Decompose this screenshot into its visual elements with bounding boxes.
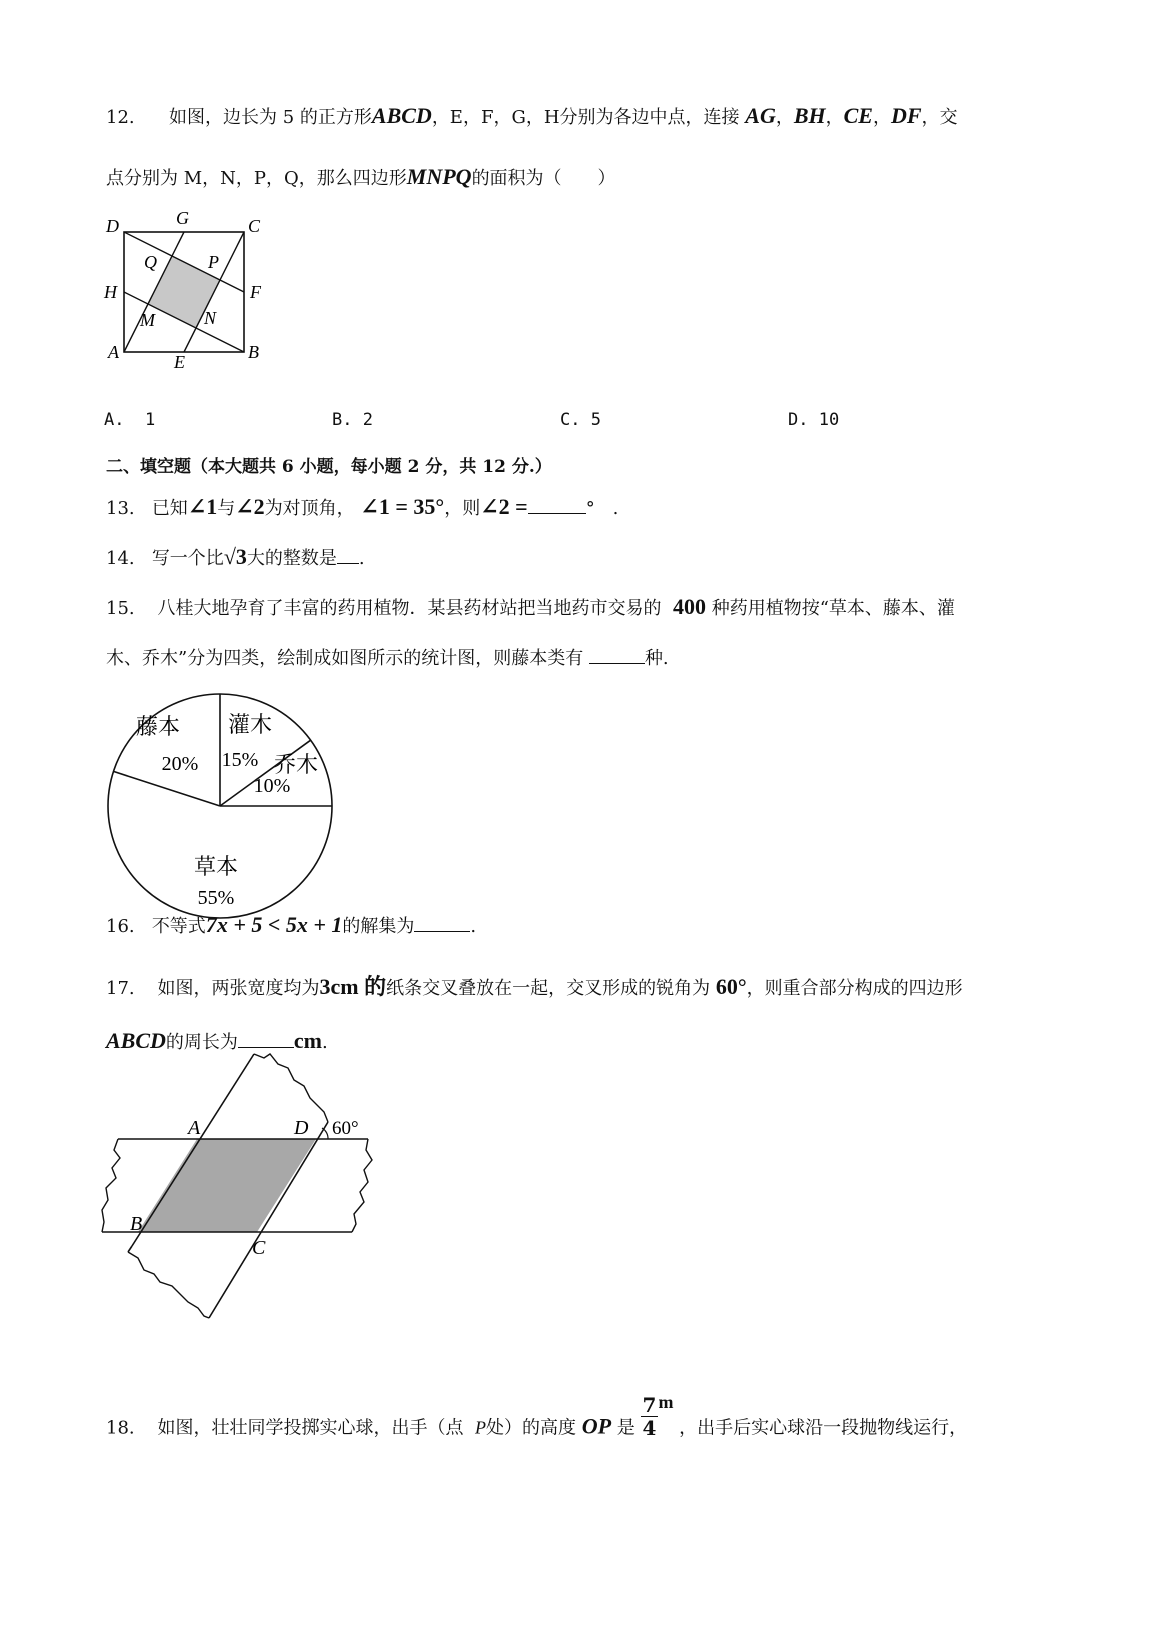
q13-equation: ∠1 = 35° [360,494,445,519]
q15-t1: 八桂大地孕育了丰富的药用植物．某县药材站把当地药市交易的 [157,598,662,619]
label-m: M [140,310,155,330]
strip2-left-edge-lower [128,1246,132,1252]
q18-t4: ，出手后实心球沿一段抛物线运行， [679,1417,968,1439]
pie-value-tengben: 20% [161,753,199,775]
q12-text1: 如图，边长为 5 的正方形 [168,107,372,128]
q14-t3: . [358,548,365,569]
q18-t2: 处）的高度 [485,1417,576,1439]
q16-line [106,912,476,938]
option-b-value: 2 [362,410,373,430]
q17-t2: 纸条交叉叠放在一起，交叉形成的锐角为 [386,978,711,999]
q18-op: OP [581,1413,612,1439]
q17-number: 17. [106,978,135,999]
q18-line [106,1391,968,1451]
q12-sep1: ， [775,107,794,128]
label-a: A [188,1117,201,1139]
q12-text3: ，交 [921,107,958,128]
q12-text4: 点分别为 M，N，P，Q，那么四边形 [106,168,407,189]
q17-abcd: ABCD [106,1028,166,1053]
q17-t1: 如图，两张宽度均为 [157,978,320,999]
q15-count: 400 [672,594,706,619]
label-b: B [248,342,259,362]
q14-t1: 写一个比 [151,548,224,569]
q12-line2 [106,164,616,190]
q15-number: 15. [106,598,135,619]
q18-point-p: P [474,1417,486,1438]
q12-number: 12. [106,107,135,128]
option-c-value: 5 [590,410,601,430]
pie-value-qiaomu: 10% [253,775,291,797]
q16-number: 16. [106,916,135,937]
q13-t4: ，则 [444,498,481,519]
q16-t3: . [470,916,477,937]
q12-option-a[interactable] [104,410,155,430]
q12-text5: 的面积为（ ） [471,168,616,189]
label-b: B [130,1213,143,1235]
q16-answer-blank[interactable] [414,917,470,932]
q15-t3: 木、乔木”分为四类，绘制成如图所示的统计图，则藤本类有 [106,648,584,669]
q18-fraction [641,1394,659,1439]
pie-label-guanmu: 灌木 [227,712,273,737]
q16-inequality: 7x + 5 < 5x + 1 [205,912,343,937]
q14-t2: 大的整数是 [246,548,337,569]
q12-square-figure [100,212,280,374]
q15-pie-chart [100,690,340,922]
pie-value-caoben: 55% [197,887,235,909]
pie-boundary-4 [113,771,220,806]
q14-sqrt3: √3 [223,544,247,569]
q12-line1 [106,103,958,129]
q12-mnpq: MNPQ [406,164,472,189]
label-c: C [248,216,261,236]
q13-angle2-eq: ∠2 = [480,494,528,519]
q12-ce: CE [843,103,873,128]
label-d: D [106,216,119,236]
q13-number: 13. [106,498,135,519]
q15-t2: 种药用植物按“草本、藤本、灌 [711,598,955,619]
option-a-label: A. [104,410,125,430]
label-e: E [174,352,185,372]
option-d-label: D. [788,410,809,430]
q18-unit: m [658,1391,674,1412]
q17-unit: cm [293,1028,323,1053]
q17-t4: 的周长为 [165,1032,238,1053]
q15-line1 [106,594,955,620]
label-q: Q [144,252,157,272]
option-d-value: 10 [818,410,840,430]
q14-answer-blank[interactable] [337,549,359,564]
q13-t1: 已知 [151,498,188,519]
label-f: F [250,282,261,302]
q12-option-c[interactable] [560,410,601,430]
label-angle: 60° [332,1118,359,1139]
pie-value-guanmu: 15% [221,749,259,771]
q12-sep3: ， [872,107,891,128]
q15-t4: 种. [644,648,669,669]
q17-answer-blank[interactable] [238,1033,294,1048]
q13-t2: 与 [217,498,236,519]
q12-option-d[interactable] [788,410,839,430]
q14-line [106,544,365,570]
q15-line2 [106,644,669,670]
q12-sep2: ， [825,107,844,128]
q12-bh: BH [793,103,826,128]
strip2-top-torn-edge [254,1054,328,1122]
q16-t2: 的解集为 [342,916,415,937]
option-a-value: 1 [144,410,156,430]
q14-number: 14. [106,548,135,569]
q18-fraction-denominator: 4 [642,1416,657,1440]
q12-df: DF [890,103,922,128]
q17-line1 [106,970,963,1001]
strip1-left-torn-edge [102,1139,120,1232]
pie-label-tengben: 藤本 [135,714,181,739]
q13-angle1: ∠1 [187,494,218,519]
pie-label-qiaomu: 乔木 [273,752,319,777]
label-h: H [104,282,117,302]
q17-width: 3cm 的 [319,974,387,999]
strip2-bottom-torn-edge [128,1252,209,1318]
label-g: G [176,212,189,228]
q13-t5: ° . [585,498,619,519]
q12-option-b[interactable] [332,410,373,430]
q18-t1: 如图，壮壮同学投掷实心球，出手（点 [157,1417,464,1439]
q12-ag: AG [745,103,776,128]
q13-t3: 为对顶角， [264,498,355,519]
q17-angle: 60° [715,974,747,999]
q18-number: 18. [106,1417,135,1439]
q18-fraction-numerator: 7 [642,1393,657,1417]
option-c-label: C. [560,410,581,430]
label-p: P [208,252,219,272]
q13-angle2: ∠2 [235,494,265,519]
label-a: A [108,342,119,362]
pie-label-caoben: 草本 [193,854,239,879]
q15-answer-blank[interactable] [589,649,645,664]
section2-heading: 二、填空题（本大题共 6 小题，每小题 2 分，共 12 分.） [106,457,552,477]
q17-strips-figure [98,1050,388,1326]
q13-answer-blank[interactable] [528,499,586,514]
q17-t3: ，则重合部分构成的四边形 [746,978,963,999]
q13-line [106,494,618,520]
strip1-right-torn-edge [352,1139,372,1232]
option-b-label: B. [332,410,353,430]
label-d: D [294,1117,309,1139]
q17-t5: . [322,1032,328,1053]
q18-t3: 是 [616,1417,635,1439]
label-n: N [204,308,217,328]
q16-t1: 不等式 [151,916,206,937]
q12-text2: ，E，F，G，H分别为各边中点，连接 [431,107,740,128]
label-c: C [252,1237,266,1259]
q12-abcd: ABCD [371,103,432,128]
